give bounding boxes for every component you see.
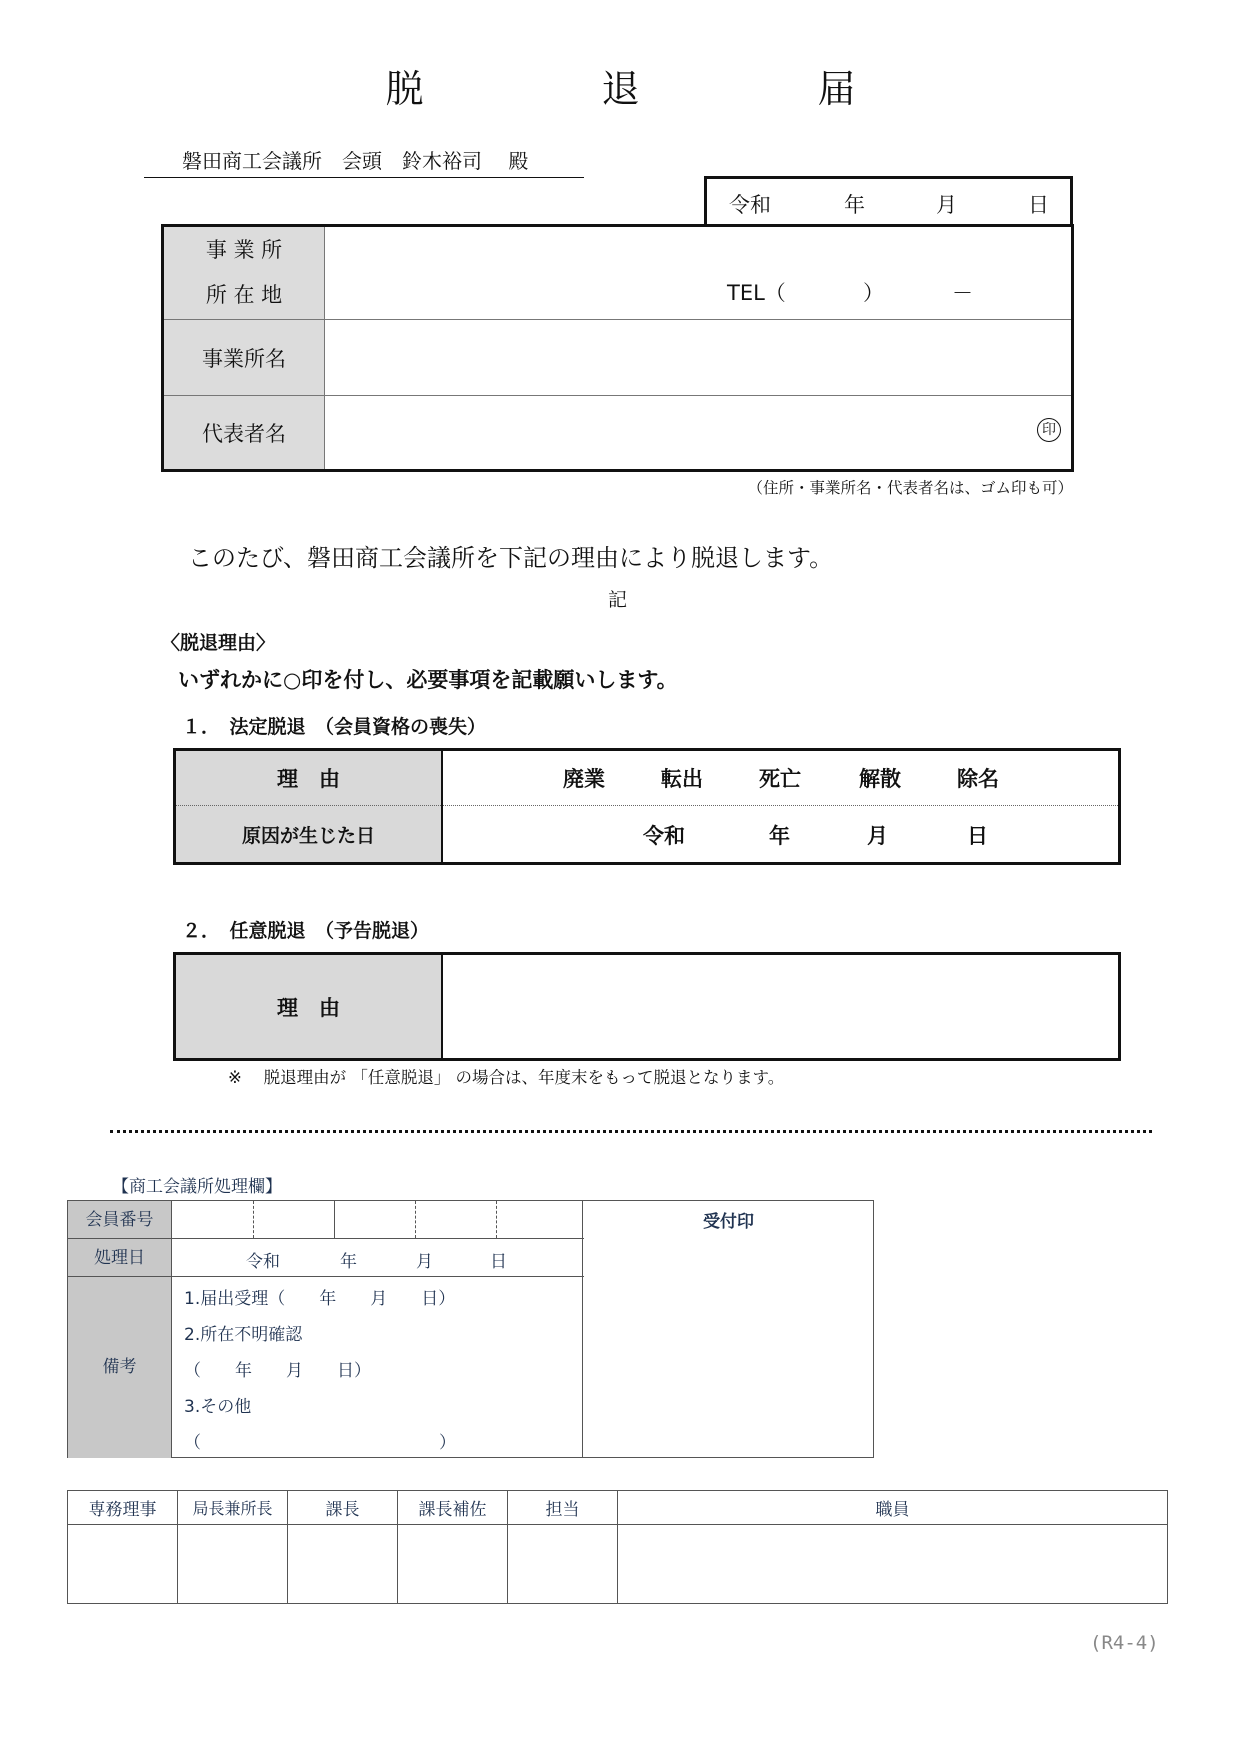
- cause-date-month: 月: [867, 824, 888, 848]
- remark-item: （ 年 月 日）: [184, 1361, 371, 1381]
- seal-icon: 印: [1037, 418, 1061, 442]
- remark-item: 2.所在不明確認: [184, 1325, 303, 1345]
- date-day: 日: [1028, 193, 1049, 217]
- declaration-text: このたび、磐田商工会議所を下記の理由により脱退します。: [188, 544, 834, 572]
- remark-item: （ ）: [184, 1433, 456, 1453]
- cause-date-era: 令和: [643, 824, 685, 848]
- approval-stamp-cell[interactable]: [398, 1525, 508, 1604]
- document-title: 脱 退 届: [385, 67, 926, 111]
- section2-heading: ２． 任意脱退 （予告脱退）: [182, 920, 430, 942]
- option-shibo[interactable]: 死亡: [759, 767, 801, 791]
- approval-header: 課長: [288, 1491, 398, 1525]
- voluntary-reason-field[interactable]: [442, 954, 1120, 1060]
- date-month: 月: [936, 193, 957, 217]
- ki-heading: 記: [608, 589, 628, 611]
- digit-divider: [253, 1201, 254, 1238]
- approval-header: 課長補佐: [398, 1491, 508, 1525]
- tel-label: TEL（: [727, 281, 786, 305]
- address-label: [163, 226, 325, 320]
- approval-stamp-cell[interactable]: [178, 1525, 288, 1604]
- processed-year: 年: [340, 1252, 357, 1272]
- reason-heading: 〈脱退理由〉: [161, 632, 276, 654]
- member-number-field[interactable]: [172, 1201, 584, 1239]
- remarks-field[interactable]: [172, 1277, 584, 1458]
- business-name-field[interactable]: [325, 320, 1073, 396]
- section1-heading: １． 法定脱退 （会員資格の喪失）: [182, 716, 487, 738]
- office-section-title: 【商工会議所処理欄】: [112, 1177, 282, 1197]
- cause-date-year: 年: [769, 824, 790, 848]
- representative-field[interactable]: [325, 396, 1073, 471]
- member-number-label: 会員番号: [68, 1201, 172, 1239]
- date-era: 令和: [729, 193, 771, 217]
- option-haigyo[interactable]: 廃業: [563, 767, 605, 791]
- voluntary-reason-label: 理 由: [175, 954, 443, 1060]
- processed-month: 月: [416, 1252, 433, 1272]
- business-name-label: 事業所名: [163, 320, 325, 396]
- reason-label: 理 由: [175, 750, 443, 806]
- remark-item: 3.その他: [184, 1397, 252, 1417]
- applicant-table: [161, 224, 1074, 472]
- approval-stamp-cell[interactable]: [508, 1525, 618, 1604]
- option-jomei[interactable]: 除名: [957, 767, 999, 791]
- processed-era: 令和: [246, 1252, 280, 1272]
- approval-header: 職員: [618, 1491, 1168, 1525]
- statutory-withdrawal-table: [173, 748, 1121, 865]
- approval-stamp-cell[interactable]: [618, 1525, 1168, 1604]
- voluntary-note: ※ 脱退理由が 「任意脱退」 の場合は、年度末をもって脱退となります。: [228, 1068, 785, 1087]
- cause-date-label: 原因が生じた日: [175, 806, 443, 864]
- date-year: 年: [844, 193, 865, 217]
- addressee-line: 磐田商工会議所 会頭 鈴木裕司 殿: [144, 148, 584, 178]
- approval-stamp-cell[interactable]: [288, 1525, 398, 1604]
- approval-header: 担当: [508, 1491, 618, 1525]
- cause-date-field[interactable]: [442, 806, 1120, 864]
- tel-close: ）: [863, 281, 884, 305]
- digit-divider: [334, 1201, 335, 1238]
- representative-label: 代表者名: [163, 396, 325, 471]
- receipt-stamp-area[interactable]: [582, 1201, 874, 1458]
- option-tenshutsu[interactable]: 転出: [661, 767, 703, 791]
- approval-header: 専務理事: [68, 1491, 178, 1525]
- remark-item: 1.届出受理（ 年 月 日）: [184, 1289, 456, 1309]
- address-label-line1: 事 業 所: [205, 238, 283, 262]
- version-code: (R4-4): [1090, 1632, 1159, 1654]
- processed-date-field[interactable]: [172, 1239, 584, 1277]
- tel-dash: －: [952, 281, 973, 305]
- option-kaisan[interactable]: 解散: [859, 767, 901, 791]
- digit-divider: [496, 1201, 497, 1238]
- cause-date-day: 日: [967, 824, 988, 848]
- reason-options: [442, 750, 1120, 806]
- approval-header: 局長兼所長: [178, 1491, 288, 1525]
- digit-divider: [415, 1201, 416, 1238]
- address-field[interactable]: [325, 226, 1073, 320]
- submission-date-box: [704, 176, 1073, 226]
- approval-stamp-cell[interactable]: [68, 1525, 178, 1604]
- voluntary-withdrawal-table: [173, 952, 1121, 1061]
- approval-table: [67, 1490, 1168, 1604]
- processed-date-label: 処理日: [68, 1239, 172, 1277]
- receipt-stamp-label: 受付印: [703, 1212, 754, 1232]
- instruction-text: いずれかに○印を付し、必要事項を記載願いします。: [178, 668, 678, 692]
- processed-day: 日: [490, 1252, 507, 1272]
- stamp-note: （住所・事業所名・代表者名は、ゴム印も可）: [747, 479, 1073, 497]
- address-label-line2: 所 在 地: [205, 283, 283, 307]
- office-processing-box: [67, 1200, 874, 1458]
- cut-line: [110, 1130, 1152, 1133]
- remarks-label: 備考: [68, 1277, 172, 1458]
